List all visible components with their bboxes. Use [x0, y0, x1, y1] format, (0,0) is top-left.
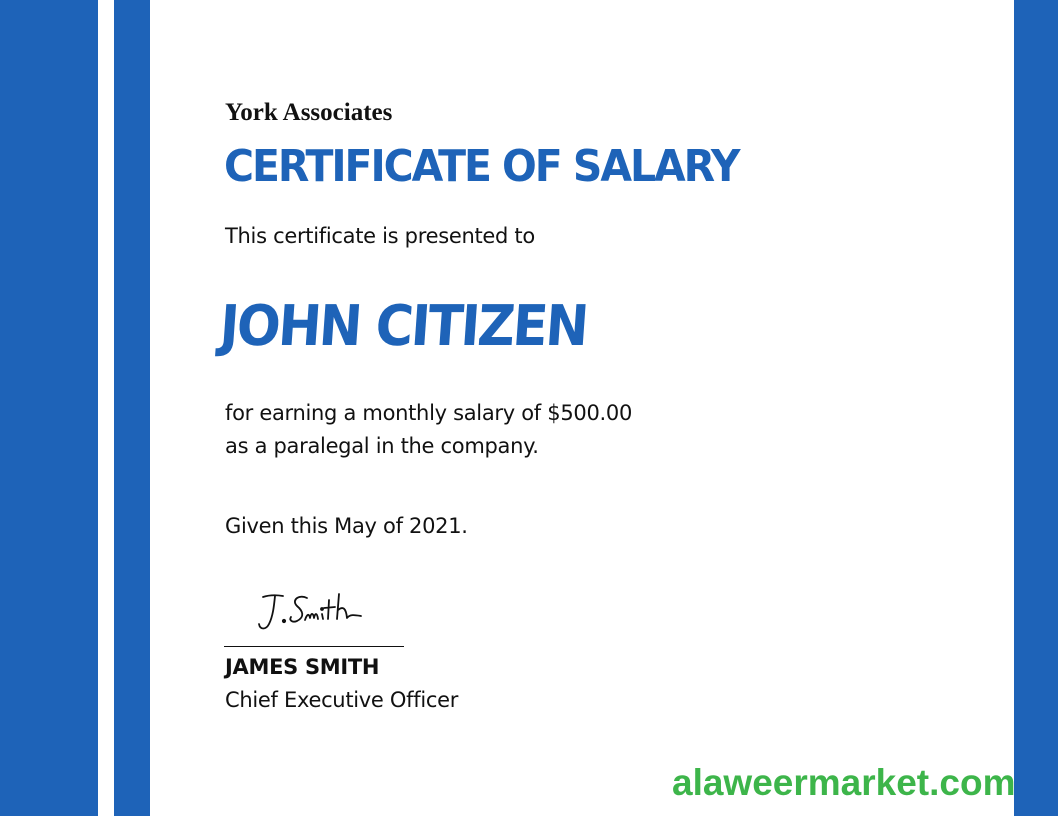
company-name: York Associates [225, 99, 393, 126]
signature-line [224, 646, 404, 647]
right-band [1014, 0, 1058, 816]
signature-image [255, 588, 375, 634]
intro-text: This certificate is presented to [225, 224, 535, 248]
left-outer-band [0, 0, 98, 816]
salary-text: for earning a monthly salary of $500.00 [225, 401, 633, 425]
position-text: as a paralegal in the company. [225, 434, 539, 458]
watermark-text: alaweermarket.com [672, 762, 1016, 803]
given-date-text: Given this May of 2021. [225, 514, 468, 538]
recipient-name: JOHN CITIZEN [217, 294, 589, 359]
signer-role: Chief Executive Officer [225, 688, 459, 712]
left-inner-band [114, 0, 150, 816]
signer-name: JAMES SMITH [225, 655, 380, 679]
certificate-title: CERTIFICATE OF SALARY [224, 141, 739, 192]
